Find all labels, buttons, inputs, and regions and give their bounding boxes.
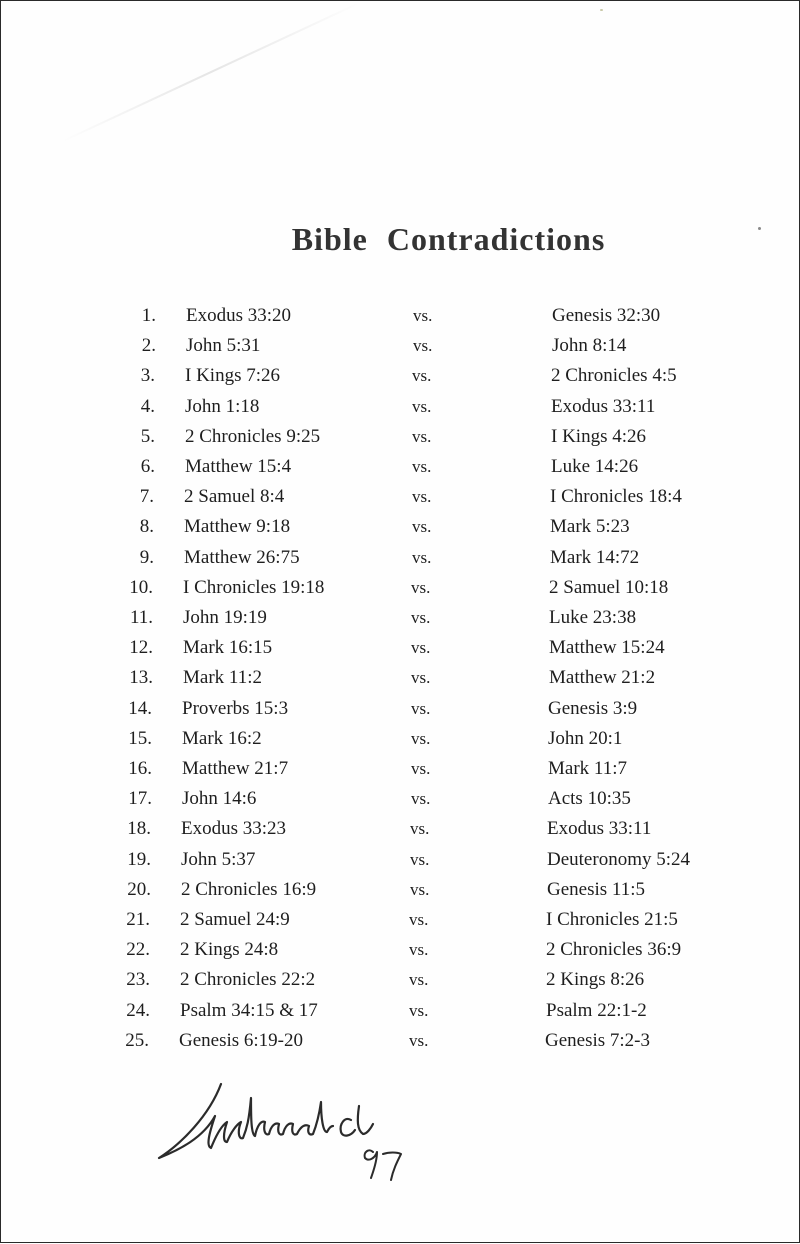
item-number: 14.: [128, 697, 152, 719]
versus-label: vs.: [410, 879, 430, 899]
item-number: 1.: [141, 305, 156, 326]
item-number: 24.: [126, 999, 150, 1021]
list-item: [1, 815, 800, 843]
verse-reference-right: 2 Kings 8:26: [546, 969, 645, 991]
verse-reference-left: 2 Chronicles 9:25: [185, 425, 321, 447]
page-title: Bible Contradictions: [291, 221, 606, 257]
item-number: 13.: [129, 667, 153, 689]
item-number: 15.: [128, 727, 152, 749]
verse-reference-right: Mark 5:23: [550, 516, 630, 538]
list-item: [1, 1027, 800, 1055]
verse-reference-right: I Kings 4:26: [551, 425, 646, 447]
item-number: 19.: [127, 848, 151, 870]
verse-reference-left: Matthew 26:75: [184, 546, 300, 568]
versus-label: vs.: [409, 1030, 429, 1050]
verse-reference-left: Exodus 33:20: [186, 305, 292, 326]
verse-reference-left: I Kings 7:26: [185, 365, 280, 387]
versus-label: vs.: [412, 426, 432, 446]
versus-label: vs.: [411, 759, 431, 778]
list-item: [1, 725, 800, 753]
list-item: [1, 453, 800, 481]
verse-reference-right: I Chronicles 18:4: [550, 486, 682, 508]
verse-reference-left: Matthew 21:7: [182, 758, 289, 779]
autograph-signature: [151, 1076, 421, 1186]
list-item: [1, 997, 800, 1025]
item-number: 9.: [139, 546, 154, 568]
verse-reference-left: John 1:18: [185, 395, 260, 417]
verse-reference-right: Mark 14:72: [550, 546, 640, 568]
verse-reference-right: Matthew 21:2: [549, 667, 656, 689]
list-item: [1, 876, 800, 904]
verse-reference-left: Mark 16:2: [182, 727, 262, 749]
list-item: [1, 362, 800, 390]
verse-reference-left: Genesis 6:19-20: [179, 1029, 304, 1051]
item-number: 12.: [129, 637, 153, 659]
verse-reference-right: 2 Chronicles 36:9: [546, 939, 682, 961]
versus-label: vs.: [413, 336, 433, 356]
verse-reference-right: Exodus 33:11: [547, 818, 652, 840]
verse-reference-right: Luke 14:26: [551, 456, 639, 477]
verse-reference-left: John 14:6: [182, 788, 257, 810]
item-number: 6.: [140, 456, 155, 477]
versus-label: vs.: [409, 940, 429, 960]
versus-label: vs.: [412, 366, 432, 386]
item-number: 22.: [126, 939, 150, 961]
item-number: 20.: [127, 878, 151, 900]
verse-reference-right: Matthew 15:24: [549, 637, 665, 659]
versus-label: vs.: [409, 910, 429, 929]
verse-reference-left: 2 Chronicles 22:2: [180, 969, 316, 991]
verse-reference-right: I Chronicles 21:5: [546, 909, 678, 930]
list-item: [1, 574, 800, 602]
versus-label: vs.: [410, 849, 430, 869]
item-number: 3.: [140, 365, 155, 387]
list-item: [1, 332, 800, 360]
item-number: 16.: [128, 758, 152, 779]
verse-reference-right: Genesis 3:9: [548, 697, 638, 719]
item-number: 17.: [128, 788, 152, 810]
list-item: [1, 393, 800, 421]
item-number: 10.: [129, 576, 153, 598]
list-item: [1, 785, 800, 813]
item-number: 5.: [140, 425, 155, 447]
list-item: [1, 604, 800, 632]
verse-reference-right: Luke 23:38: [549, 607, 637, 628]
list-item: [1, 846, 800, 874]
versus-label: vs.: [412, 457, 432, 476]
signature-year-stroke: [365, 1150, 401, 1180]
versus-label: vs.: [413, 306, 433, 325]
list-item: [1, 483, 800, 511]
verse-reference-right: Acts 10:35: [548, 788, 631, 810]
item-number: 7.: [139, 486, 154, 508]
verse-reference-left: Exodus 33:23: [181, 818, 287, 840]
verse-reference-right: Mark 11:7: [548, 758, 627, 779]
versus-label: vs.: [411, 577, 431, 597]
verse-reference-right: 2 Samuel 10:18: [549, 576, 669, 598]
list-item: [1, 544, 800, 572]
verse-reference-right: Genesis 11:5: [547, 878, 645, 900]
verse-reference-left: John 5:31: [186, 335, 261, 357]
verse-reference-right: John 8:14: [552, 335, 627, 357]
list-item: [1, 755, 800, 783]
list-item: [1, 936, 800, 964]
item-number: 4.: [140, 395, 155, 417]
versus-label: vs.: [412, 487, 432, 507]
versus-label: vs.: [411, 698, 431, 718]
verse-reference-right: Psalm 22:1-2: [546, 999, 647, 1021]
item-number: 8.: [139, 516, 154, 538]
verse-reference-left: 2 Kings 24:8: [180, 939, 279, 961]
verse-reference-left: Psalm 34:15 & 17: [180, 999, 318, 1021]
versus-label: vs.: [411, 789, 431, 809]
item-number: 23.: [126, 969, 150, 991]
list-item: [1, 302, 800, 330]
verse-reference-left: 2 Chronicles 16:9: [181, 878, 317, 900]
verse-reference-left: Mark 16:15: [183, 637, 273, 659]
list-item: [1, 423, 800, 451]
versus-label: vs.: [410, 819, 430, 839]
verse-reference-right: Exodus 33:11: [551, 395, 656, 417]
verse-reference-left: John 5:37: [181, 848, 256, 870]
list-item: [1, 664, 800, 692]
signature-stroke: [159, 1084, 333, 1158]
versus-label: vs.: [409, 1000, 429, 1020]
verse-reference-right: 2 Chronicles 4:5: [551, 365, 677, 387]
versus-label: vs.: [411, 608, 431, 627]
verse-reference-left: John 19:19: [183, 607, 267, 628]
versus-label: vs.: [411, 668, 431, 688]
item-number: 21.: [126, 909, 150, 930]
versus-label: vs.: [411, 728, 431, 748]
list-item: [1, 634, 800, 662]
versus-label: vs.: [412, 517, 432, 537]
verse-reference-left: I Chronicles 19:18: [183, 576, 325, 598]
versus-label: vs.: [412, 547, 432, 567]
item-number: 25.: [125, 1029, 149, 1051]
list-item: [1, 513, 800, 541]
item-number: 18.: [127, 818, 151, 840]
list-item: [1, 695, 800, 723]
verse-reference-right: Genesis 32:30: [552, 305, 661, 326]
verse-reference-left: 2 Samuel 24:9: [180, 909, 290, 930]
versus-label: vs.: [412, 396, 432, 416]
list-item: [1, 906, 800, 934]
signature-stroke: [341, 1106, 373, 1136]
versus-label: vs.: [411, 638, 431, 658]
item-number: 11.: [129, 607, 153, 628]
verse-reference-left: Matthew 9:18: [184, 516, 291, 538]
verse-reference-right: Deuteronomy 5:24: [547, 848, 691, 870]
verse-reference-right: John 20:1: [548, 727, 623, 749]
contradictions-list: [1, 1, 800, 1244]
verse-reference-left: Mark 11:2: [183, 667, 262, 689]
list-item: [1, 966, 800, 994]
versus-label: vs.: [409, 970, 429, 990]
verse-reference-left: Matthew 15:4: [185, 456, 292, 477]
verse-reference-left: Proverbs 15:3: [182, 697, 289, 719]
item-number: 2.: [141, 335, 156, 357]
verse-reference-right: Genesis 7:2-3: [545, 1029, 651, 1051]
verse-reference-left: 2 Samuel 8:4: [184, 486, 285, 508]
